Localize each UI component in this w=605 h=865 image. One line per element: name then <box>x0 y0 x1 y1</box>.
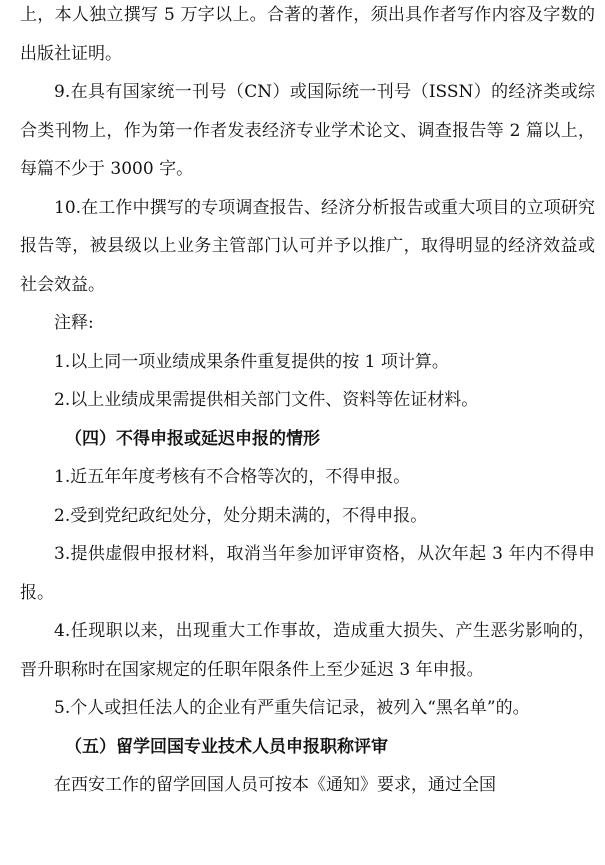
section-5-intro: 在西安工作的留学回国人员可按本《通知》要求，通过全国 <box>54 775 496 795</box>
section-4-item-4: 4.任现职以来，出现重大工作事故，造成重大损失、产生恶劣影响的，晋升职称时在国家规定的任职年限条件上至少延迟 3 年申报。 <box>20 621 595 680</box>
note-2: 2.以上业绩成果需提供相关部门文件、资料等佐证材料。 <box>54 390 479 410</box>
section-4-heading: （四）不得申报或延迟申报的情形 <box>65 428 320 449</box>
notes-label: 注释: <box>54 313 94 333</box>
section-4-item-3: 3.提供虚假申报材料，取消当年参加评审资格，从次年起 3 年内不得申报。 <box>20 544 595 603</box>
section-4-item-2: 2.受到党纪政纪处分，处分期未满的，不得申报。 <box>54 505 428 526</box>
section-4-item-1: 1.近五年年度考核有不合格等次的，不得申报。 <box>54 467 411 487</box>
note-1: 1.以上同一项业绩成果条件重复提供的按 1 项计算。 <box>54 351 449 372</box>
section-4-item-5: 5.个人或担任法人的企业有严重失信记录，被列入“黑名单”的。 <box>54 698 530 718</box>
item-9-paragraph: 9.在具有国家统一刊号（CN）或国际统一刊号（ISSN）的经济类或综合类刊物上，作为第一作者发表经济专业学术论文、调查报告等 2 篇以上，每篇不少于 3000 字。 <box>20 82 595 179</box>
item-10-paragraph: 10.在工作中撰写的专项调查报告、经济分析报告或重大项目的立项研究报告等，被县级以上业务主管部门认可并予以推广，取得明显的经济效益或社会效益。 <box>20 197 595 295</box>
continuation-paragraph: 上，本人独立撰写 5 万字以上。合著的著作，须出具作者写作内容及字数的出版社证明。 <box>20 5 595 64</box>
section-5-heading: （五）留学回国专业技术人员申报职称评审 <box>65 736 388 757</box>
